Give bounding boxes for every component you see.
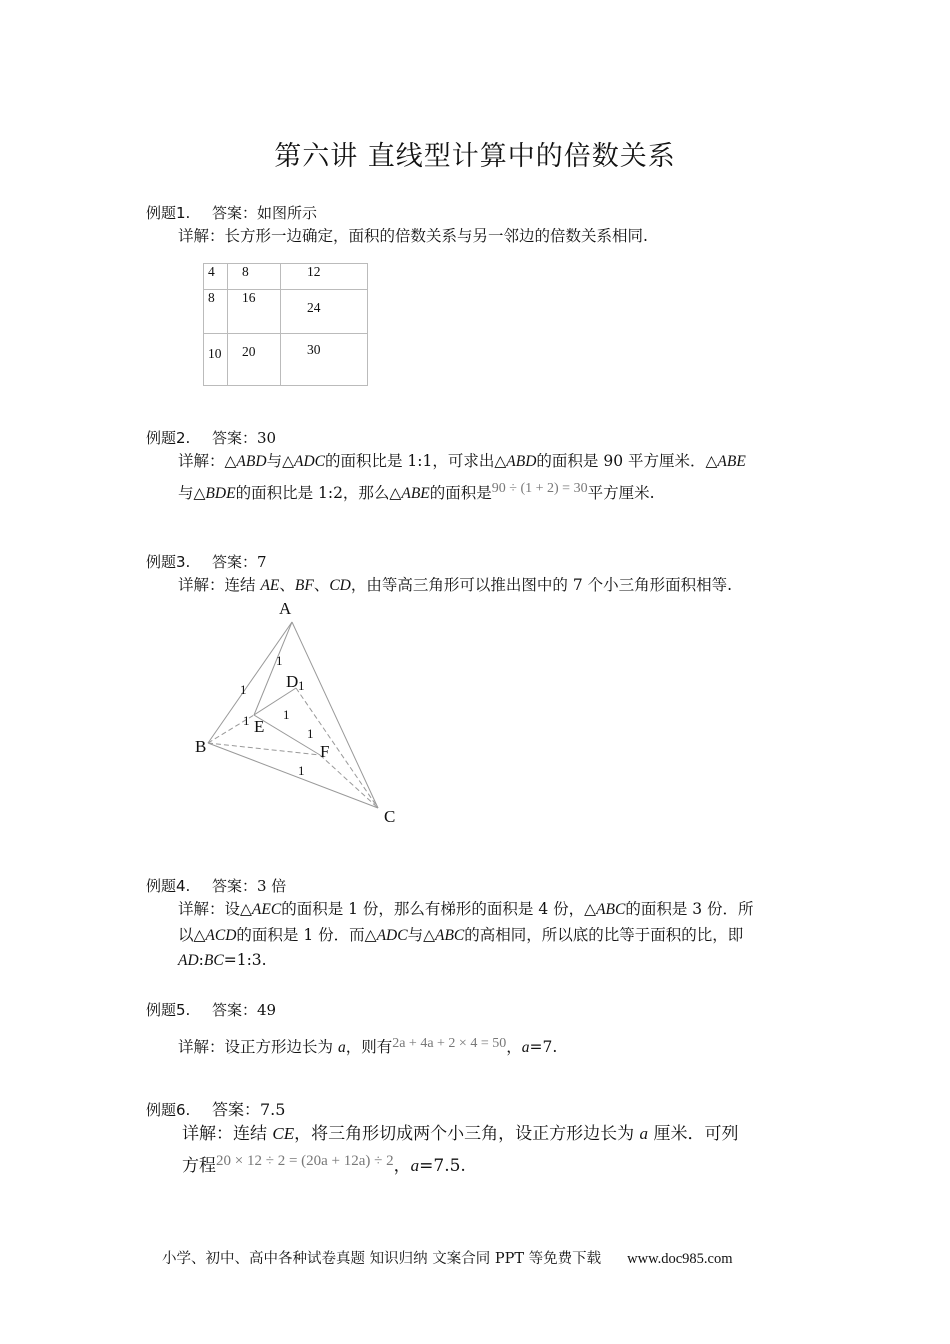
grid-cell: 20 xyxy=(228,334,281,386)
segment-ED xyxy=(254,688,296,715)
example-2-answer: 答案：30 xyxy=(212,429,277,447)
page-title: 第六讲 直线型计算中的倍数关系 xyxy=(274,141,676,172)
example-5-label: 例题5. xyxy=(146,1001,191,1019)
page-footer xyxy=(162,1247,733,1268)
grid-cell: 10 xyxy=(204,334,228,386)
example-6-detail-line2: 方程20 × 12 ÷ 2 = (20a + 12a) ÷ 2，a=7.5. xyxy=(182,1153,466,1176)
example-1-detail: 详解：长方形一边确定，面积的倍数关系与另一邻边的倍数关系相同. xyxy=(178,227,648,245)
example-2-detail-line2: 与△BDE的面积比是 1:2，那么△ABE的面积是90 ÷ (1 + 2) = 30平方厘米. xyxy=(178,481,655,502)
example-6-answer: 答案：7.5 xyxy=(212,1100,286,1119)
footer-text: 小学、初中、高中各种试卷真题 知识归纳 文案合同 PPT 等免费下载 xyxy=(162,1251,602,1267)
example-3-label: 例题3. xyxy=(146,553,191,571)
example-4-label: 例题4. xyxy=(146,877,191,895)
point-E: E xyxy=(254,717,265,736)
formula: 2a + 4a + 2 × 4 = 50 xyxy=(392,1036,507,1051)
footer-url[interactable]: www.doc985.com xyxy=(627,1251,733,1267)
area-label: 1 xyxy=(298,678,305,693)
example-4-detail-line1: 详解：设△AEC的面积是 1 份，那么有梯形的面积是 4 份，△ABC的面积是 3 份．所 xyxy=(178,900,754,918)
example-5-answer: 答案：49 xyxy=(212,1001,277,1019)
point-A: A xyxy=(279,599,292,618)
formula: 20 × 12 ÷ 2 = (20a + 12a) ÷ 2 xyxy=(216,1153,394,1169)
grid-cell: 8 xyxy=(228,264,281,290)
area-label: 1 xyxy=(240,682,247,697)
grid-cell: 8 xyxy=(204,290,228,334)
grid-cell: 30 xyxy=(281,334,368,386)
grid-cell: 12 xyxy=(281,264,368,290)
grid-cell: 16 xyxy=(228,290,281,334)
area-label: 1 xyxy=(307,726,314,741)
example-5-detail: 详解：设正方形边长为 a，则有2a + 4a + 2 × 4 = 50，a=7. xyxy=(178,1036,558,1056)
example-6-detail-line1: 详解：连结 CE，将三角形切成两个小三角，设正方形边长为 a 厘米．可列 xyxy=(182,1124,739,1144)
point-C: C xyxy=(384,807,396,826)
example-6-label: 例题6. xyxy=(146,1101,191,1119)
example-4-answer: 答案：3 倍 xyxy=(212,877,287,895)
edge-AB xyxy=(208,622,292,743)
area-label: 1 xyxy=(298,763,305,778)
example-2-label: 例题2. xyxy=(146,429,191,447)
area-label: 1 xyxy=(243,713,250,728)
example-3-answer: 答案：7 xyxy=(212,553,267,571)
example-2-detail-line1: 详解：△ABD与△ADC的面积比是 1:1，可求出△ABD的面积是 90 平方厘米．△ABE xyxy=(178,452,746,470)
grid-cell: 4 xyxy=(204,264,228,290)
area-label: 1 xyxy=(283,707,290,722)
formula: 90 ÷ (1 + 2) = 30 xyxy=(491,481,588,496)
triangle-figure xyxy=(180,595,420,835)
point-B: B xyxy=(195,737,207,756)
example-1-label: 例题1. xyxy=(146,204,191,222)
dashed-FC xyxy=(320,755,378,808)
point-D: D xyxy=(286,672,299,691)
area-label: 1 xyxy=(276,653,283,668)
point-F: F xyxy=(320,742,330,761)
example-1-answer: 答案：如图所示 xyxy=(212,204,318,222)
example-4-detail-line3: AD:BC=1:3. xyxy=(178,951,267,969)
example-4-detail-line2: 以△ACD的面积是 1 份．而△ADC与△ABC的高相同，所以底的比等于面积的比，即 xyxy=(178,926,744,944)
grid-cell: 24 xyxy=(281,290,368,334)
example-3-detail: 详解：连结 AE、BF、CD，由等高三角形可以推出图中的 7 个小三角形面积相等. xyxy=(178,576,733,594)
answer-grid xyxy=(203,263,368,386)
